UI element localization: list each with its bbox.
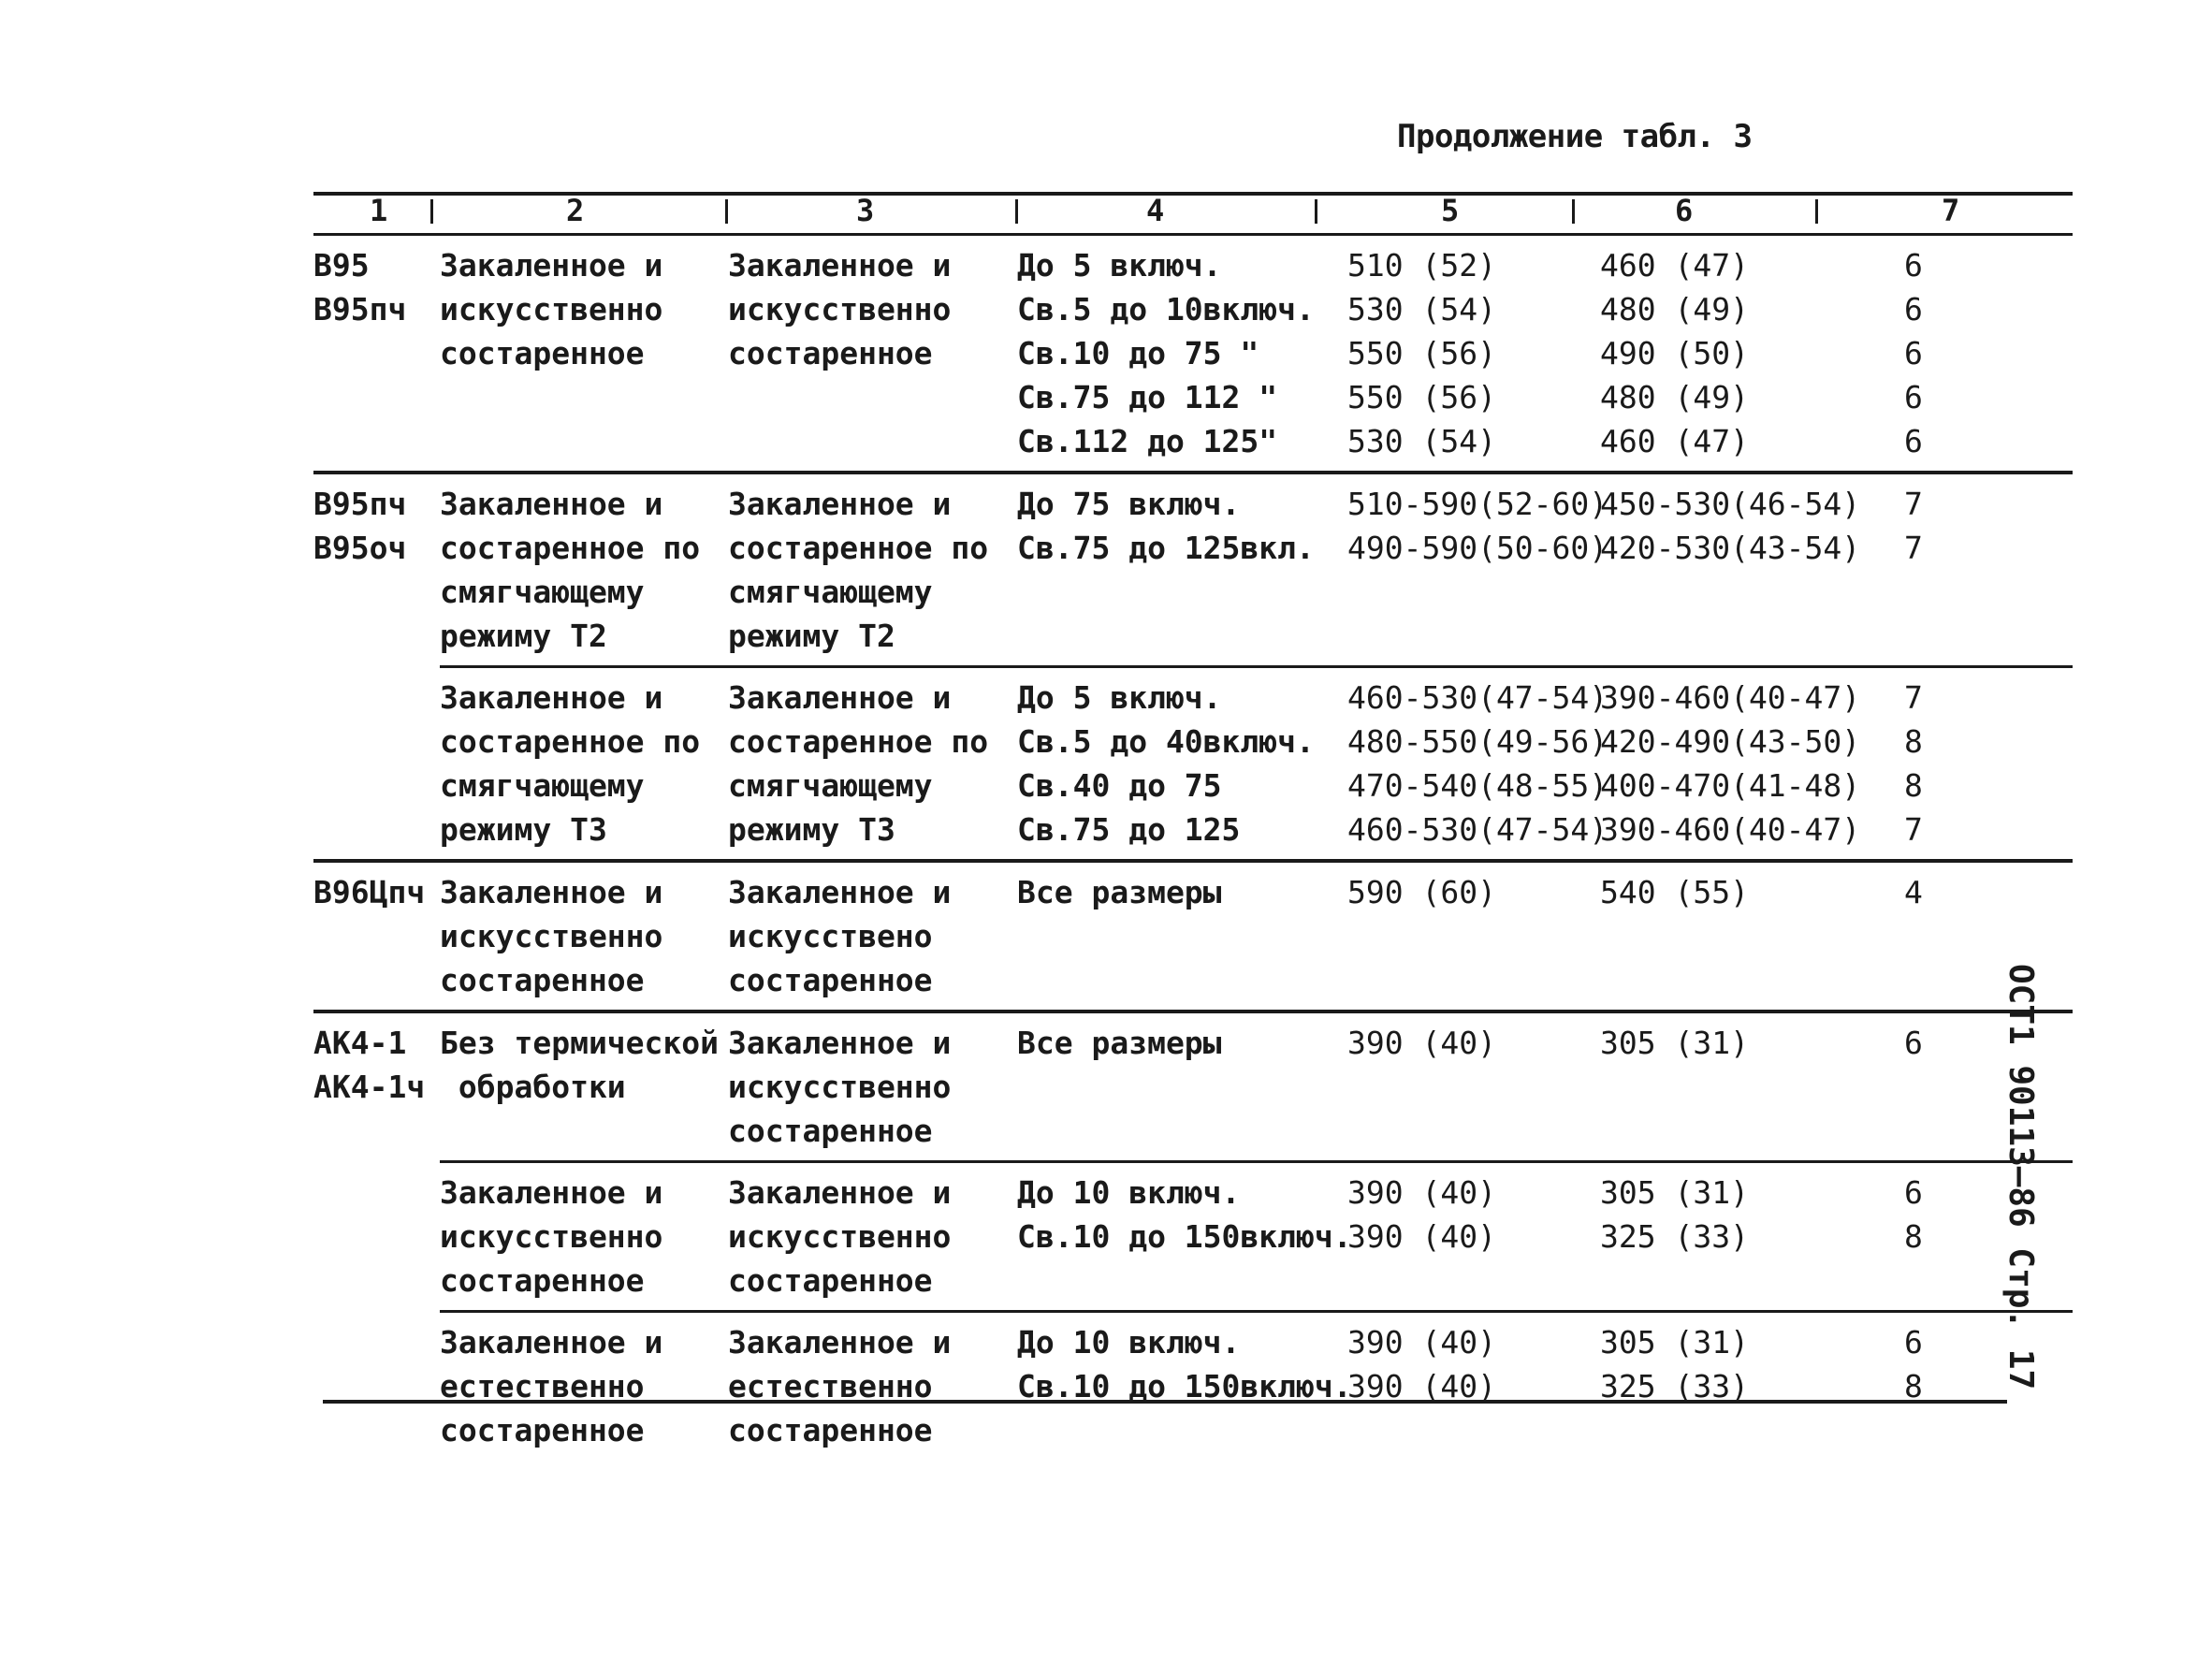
tensile-strength: 460-530(47-54) [1347, 811, 1608, 848]
yield-strength: 450-530(46-54) [1600, 486, 1861, 522]
treatment-text: обработки [440, 1069, 626, 1105]
table-body [313, 236, 2073, 1460]
elongation: 6 [1904, 291, 1923, 327]
column-header: 1 [370, 193, 388, 228]
tensile-strength: 510-590(52-60) [1347, 486, 1608, 522]
condition-text: Закаленное и [728, 1025, 952, 1061]
size-range: Св.75 до 112 " [1017, 379, 1278, 415]
table-row [440, 665, 2073, 859]
column-header: 4 [1146, 193, 1165, 228]
yield-strength: 390-460(40-47) [1600, 811, 1861, 848]
table-group [313, 859, 2073, 1010]
condition-text: Закаленное и [728, 486, 952, 522]
treatment-text: искусственно [440, 1218, 663, 1255]
treatment-text: состаренное [440, 1412, 645, 1448]
size-range: Св.5 до 10включ. [1017, 291, 1315, 327]
treatment-text: Закаленное и [440, 1174, 663, 1211]
tensile-strength: 390 (40) [1347, 1174, 1496, 1211]
table-group [313, 236, 2073, 471]
alloy-grade: АК4-1ч [313, 1069, 426, 1105]
size-range: Св.10 до 75 " [1017, 335, 1259, 371]
condition-text: состаренное [728, 1113, 933, 1149]
side-label-text: ОСТ1 90113–86 Стр. 17 [2001, 964, 2040, 1390]
yield-strength: 480 (49) [1600, 291, 1749, 327]
elongation: 8 [1904, 767, 1923, 804]
column-header: 7 [1942, 193, 1960, 228]
elongation: 6 [1904, 379, 1923, 415]
elongation: 8 [1904, 1368, 1923, 1404]
yield-strength: 460 (47) [1600, 423, 1749, 459]
condition-text: Закаленное и [728, 679, 952, 716]
condition-text: Закаленное и [728, 1324, 952, 1361]
condition-text: искусствено [728, 918, 933, 954]
size-range: Все размеры [1017, 1025, 1222, 1061]
treatment-text: режиму Т2 [440, 618, 607, 654]
size-range: Св.10 до 150включ. [1017, 1368, 1352, 1404]
treatment-text: состаренное по [440, 723, 701, 760]
elongation: 7 [1904, 811, 1923, 848]
tensile-strength: 510 (52) [1347, 247, 1496, 284]
yield-strength: 390-460(40-47) [1600, 679, 1861, 716]
elongation: 8 [1904, 1218, 1923, 1255]
treatment-text: состаренное [440, 1262, 645, 1299]
condition-text: Закаленное и [728, 1174, 952, 1211]
treatment-text: Закаленное и [440, 874, 663, 910]
condition-text: Закаленное и [728, 874, 952, 910]
yield-strength: 420-530(43-54) [1600, 530, 1861, 566]
table-bottom-rule [323, 1400, 2007, 1404]
treatment-text: Закаленное и [440, 486, 663, 522]
elongation: 8 [1904, 723, 1923, 760]
tensile-strength: 590 (60) [1347, 874, 1496, 910]
tensile-strength: 390 (40) [1347, 1218, 1496, 1255]
column-header: 2 [566, 193, 585, 228]
yield-strength: 325 (33) [1600, 1218, 1749, 1255]
yield-strength: 400-470(41-48) [1600, 767, 1861, 804]
treatment-text: состаренное [440, 335, 645, 371]
condition-text: состаренное по [728, 723, 989, 760]
elongation: 6 [1904, 1025, 1923, 1061]
table-group [313, 471, 2073, 859]
treatment-text: искусственно [440, 291, 663, 327]
yield-strength: 305 (31) [1600, 1324, 1749, 1361]
elongation: 7 [1904, 679, 1923, 716]
treatment-text: Без термической [440, 1025, 720, 1061]
size-range: Св.5 до 40включ. [1017, 723, 1315, 760]
condition-text: состаренное [728, 335, 933, 371]
yield-strength: 305 (31) [1600, 1174, 1749, 1211]
yield-strength: 460 (47) [1600, 247, 1749, 284]
page-side-label [2001, 964, 2040, 1390]
yield-strength: 490 (50) [1600, 335, 1749, 371]
elongation: 6 [1904, 1174, 1923, 1211]
condition-text: состаренное по [728, 530, 989, 566]
yield-strength: 325 (33) [1600, 1368, 1749, 1404]
condition-text: режиму Т3 [728, 811, 895, 848]
condition-text: искусственно [728, 1069, 952, 1105]
elongation: 6 [1904, 335, 1923, 371]
condition-text: Закаленное и [728, 247, 952, 284]
treatment-text: режиму Т3 [440, 811, 607, 848]
column-separator [430, 199, 433, 224]
column-separator [1815, 199, 1818, 224]
size-range: До 10 включ. [1017, 1174, 1241, 1211]
tensile-strength: 390 (40) [1347, 1324, 1496, 1361]
treatment-text: Закаленное и [440, 679, 663, 716]
yield-strength: 480 (49) [1600, 379, 1749, 415]
tensile-strength: 470-540(48-55) [1347, 767, 1608, 804]
treatment-text: состаренное по [440, 530, 701, 566]
table-row [313, 236, 2073, 471]
condition-text: искусственно [728, 291, 952, 327]
table-row [313, 474, 2073, 665]
elongation: 6 [1904, 247, 1923, 284]
treatment-text: смягчающему [440, 574, 645, 610]
size-range: До 5 включ. [1017, 247, 1222, 284]
table-group [313, 1010, 2073, 1460]
condition-text: естественно [728, 1368, 933, 1404]
elongation: 6 [1904, 423, 1923, 459]
treatment-text: естественно [440, 1368, 645, 1404]
alloy-grade: В95 [313, 247, 370, 284]
column-header: 3 [856, 193, 875, 228]
size-range: Св.40 до 75 [1017, 767, 1222, 804]
condition-text: состаренное [728, 1412, 933, 1448]
elongation: 4 [1904, 874, 1923, 910]
size-range: Все размеры [1017, 874, 1222, 910]
alloy-grade: В95пч [313, 291, 407, 327]
treatment-text: Закаленное и [440, 1324, 663, 1361]
tensile-strength: 390 (40) [1347, 1025, 1496, 1061]
size-range: Св.112 до 125" [1017, 423, 1278, 459]
elongation: 6 [1904, 1324, 1923, 1361]
condition-text: смягчающему [728, 767, 933, 804]
data-table [313, 192, 2073, 1460]
size-range: Св.10 до 150включ. [1017, 1218, 1352, 1255]
elongation: 7 [1904, 530, 1923, 566]
table-row [313, 1013, 2073, 1160]
condition-text: состаренное [728, 1262, 933, 1299]
column-separator [725, 199, 728, 224]
size-range: До 75 включ. [1017, 486, 1241, 522]
size-range: До 5 включ. [1017, 679, 1222, 716]
column-header-row [313, 192, 2073, 236]
table-caption: Продолжение табл. 3 [1397, 118, 1753, 155]
treatment-text: смягчающему [440, 767, 645, 804]
column-header: 5 [1441, 193, 1460, 228]
table-row [440, 1310, 2073, 1460]
alloy-grade: АК4-1 [313, 1025, 407, 1061]
tensile-strength: 530 (54) [1347, 291, 1496, 327]
tensile-strength: 530 (54) [1347, 423, 1496, 459]
condition-text: режиму Т2 [728, 618, 895, 654]
size-range: Св.75 до 125вкл. [1017, 530, 1315, 566]
treatment-text: искусственно [440, 918, 663, 954]
condition-text: смягчающему [728, 574, 933, 610]
size-range: До 10 включ. [1017, 1324, 1241, 1361]
column-header: 6 [1675, 193, 1694, 228]
alloy-grade: В95оч [313, 530, 407, 566]
condition-text: искусственно [728, 1218, 952, 1255]
table-row [313, 863, 2073, 1010]
alloy-grade: В96Цпч [313, 874, 426, 910]
yield-strength: 540 (55) [1600, 874, 1749, 910]
tensile-strength: 550 (56) [1347, 379, 1496, 415]
tensile-strength: 480-550(49-56) [1347, 723, 1608, 760]
condition-text: состаренное [728, 962, 933, 998]
treatment-text: состаренное [440, 962, 645, 998]
elongation: 7 [1904, 486, 1923, 522]
yield-strength: 420-490(43-50) [1600, 723, 1861, 760]
table-row [440, 1160, 2073, 1310]
tensile-strength: 460-530(47-54) [1347, 679, 1608, 716]
tensile-strength: 490-590(50-60) [1347, 530, 1608, 566]
treatment-text: Закаленное и [440, 247, 663, 284]
tensile-strength: 550 (56) [1347, 335, 1496, 371]
column-separator [1572, 199, 1575, 224]
yield-strength: 305 (31) [1600, 1025, 1749, 1061]
size-range: Св.75 до 125 [1017, 811, 1241, 848]
column-separator [1015, 199, 1018, 224]
alloy-grade: В95пч [313, 486, 407, 522]
column-separator [1315, 199, 1317, 224]
tensile-strength: 390 (40) [1347, 1368, 1496, 1404]
